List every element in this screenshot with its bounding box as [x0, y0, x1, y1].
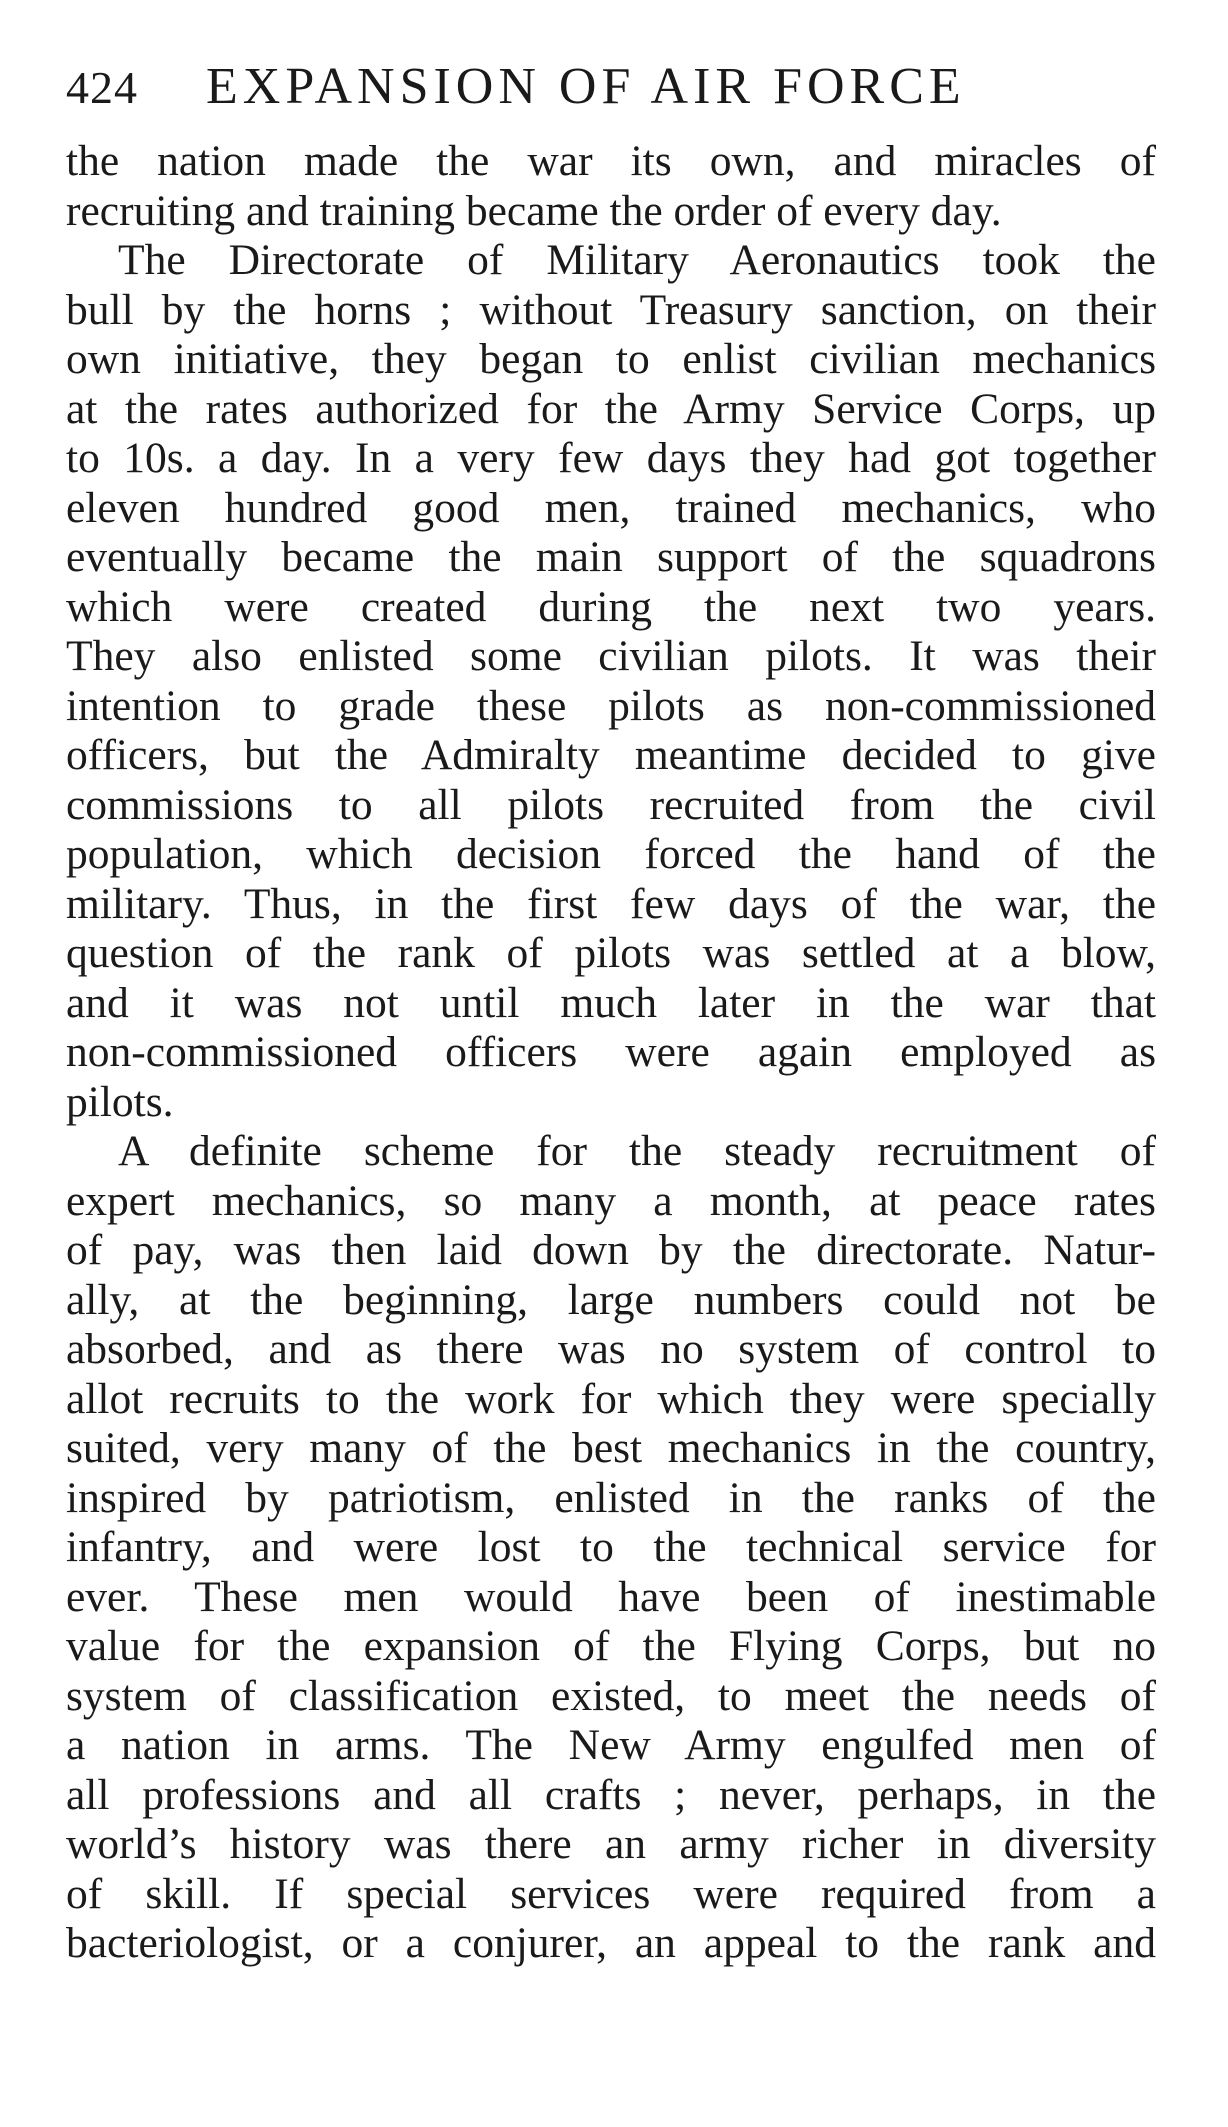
text-line: commissions to all pilots recruited from the civil — [66, 780, 1156, 829]
body-text — [66, 137, 1156, 1969]
text-line: absorbed, and as there was no system of control to — [66, 1325, 1156, 1373]
text-line: population, which decision forced the hand of the — [66, 830, 1156, 878]
text-line: world’s history was there an army richer in diversity — [66, 1820, 1156, 1868]
text-line: pilots. — [66, 1077, 174, 1126]
text-line: The Directorate of Military Aeronautics took the — [118, 236, 1156, 284]
text-line: eventually became the main support of the squadrons — [66, 533, 1156, 581]
text-line: ally, at the beginning, large numbers could not be — [66, 1275, 1156, 1324]
text-line: expert mechanics, so many a month, at peace rates — [66, 1176, 1156, 1225]
text-line: military. Thus, in the first few days of the war, the — [66, 879, 1156, 928]
text-line: suited, very many of the best mechanics in the country, — [66, 1424, 1156, 1472]
text-line: question of the rank of pilots was settled at a blow, — [66, 929, 1156, 977]
text-line: value for the expansion of the Flying Corps, but no — [66, 1622, 1156, 1670]
text-line: They also enlisted some civilian pilots. It was their — [66, 632, 1156, 680]
text-line: intention to grade these pilots as non-commissioned — [66, 681, 1156, 730]
page-number: 424 — [66, 62, 138, 113]
text-line: system of classification existed, to meet the needs of — [66, 1671, 1156, 1720]
text-line: all professions and all crafts ; never, perhaps, in the — [66, 1770, 1156, 1819]
text-line: own initiative, they began to enlist civilian mechanics — [66, 335, 1156, 383]
text-line: A definite scheme for the steady recruitment of — [118, 1127, 1156, 1175]
text-line: allot recruits to the work for which they were specially — [66, 1374, 1156, 1423]
text-line: bacteriologist, or a conjurer, an appeal to the rank and — [66, 1919, 1156, 1967]
running-head — [66, 52, 1166, 122]
text-line: at the rates authorized for the Army Service Corps, up — [66, 384, 1156, 433]
text-line: inspired by patriotism, enlisted in the ranks of the — [66, 1473, 1156, 1522]
running-title: EXPANSION OF AIR FORCE — [206, 58, 966, 115]
text-line: which were created during the next two years. — [66, 582, 1156, 631]
text-line: a nation in arms. The New Army engulfed men of — [66, 1721, 1156, 1769]
text-line: of pay, was then laid down by the directorate. Natur- — [66, 1226, 1156, 1274]
text-line: of skill. If special services were required from a — [66, 1869, 1156, 1918]
text-line: to 10s. a day. In a very few days they had got together — [66, 434, 1156, 482]
text-line: and it was not until much later in the war that — [66, 978, 1156, 1027]
text-line: infantry, and were lost to the technical service for — [66, 1523, 1156, 1571]
text-line: the nation made the war its own, and miracles of — [66, 137, 1156, 185]
text-line: bull by the horns ; without Treasury sanction, on their — [66, 285, 1156, 334]
text-line: non-commissioned officers were again employed as — [66, 1028, 1156, 1076]
text-line: recruiting and training became the order of every day. — [66, 186, 1002, 235]
text-line: officers, but the Admiralty meantime decided to give — [66, 731, 1156, 779]
text-line: ever. These men would have been of inestimable — [66, 1572, 1156, 1621]
text-line: eleven hundred good men, trained mechanics, who — [66, 483, 1156, 532]
